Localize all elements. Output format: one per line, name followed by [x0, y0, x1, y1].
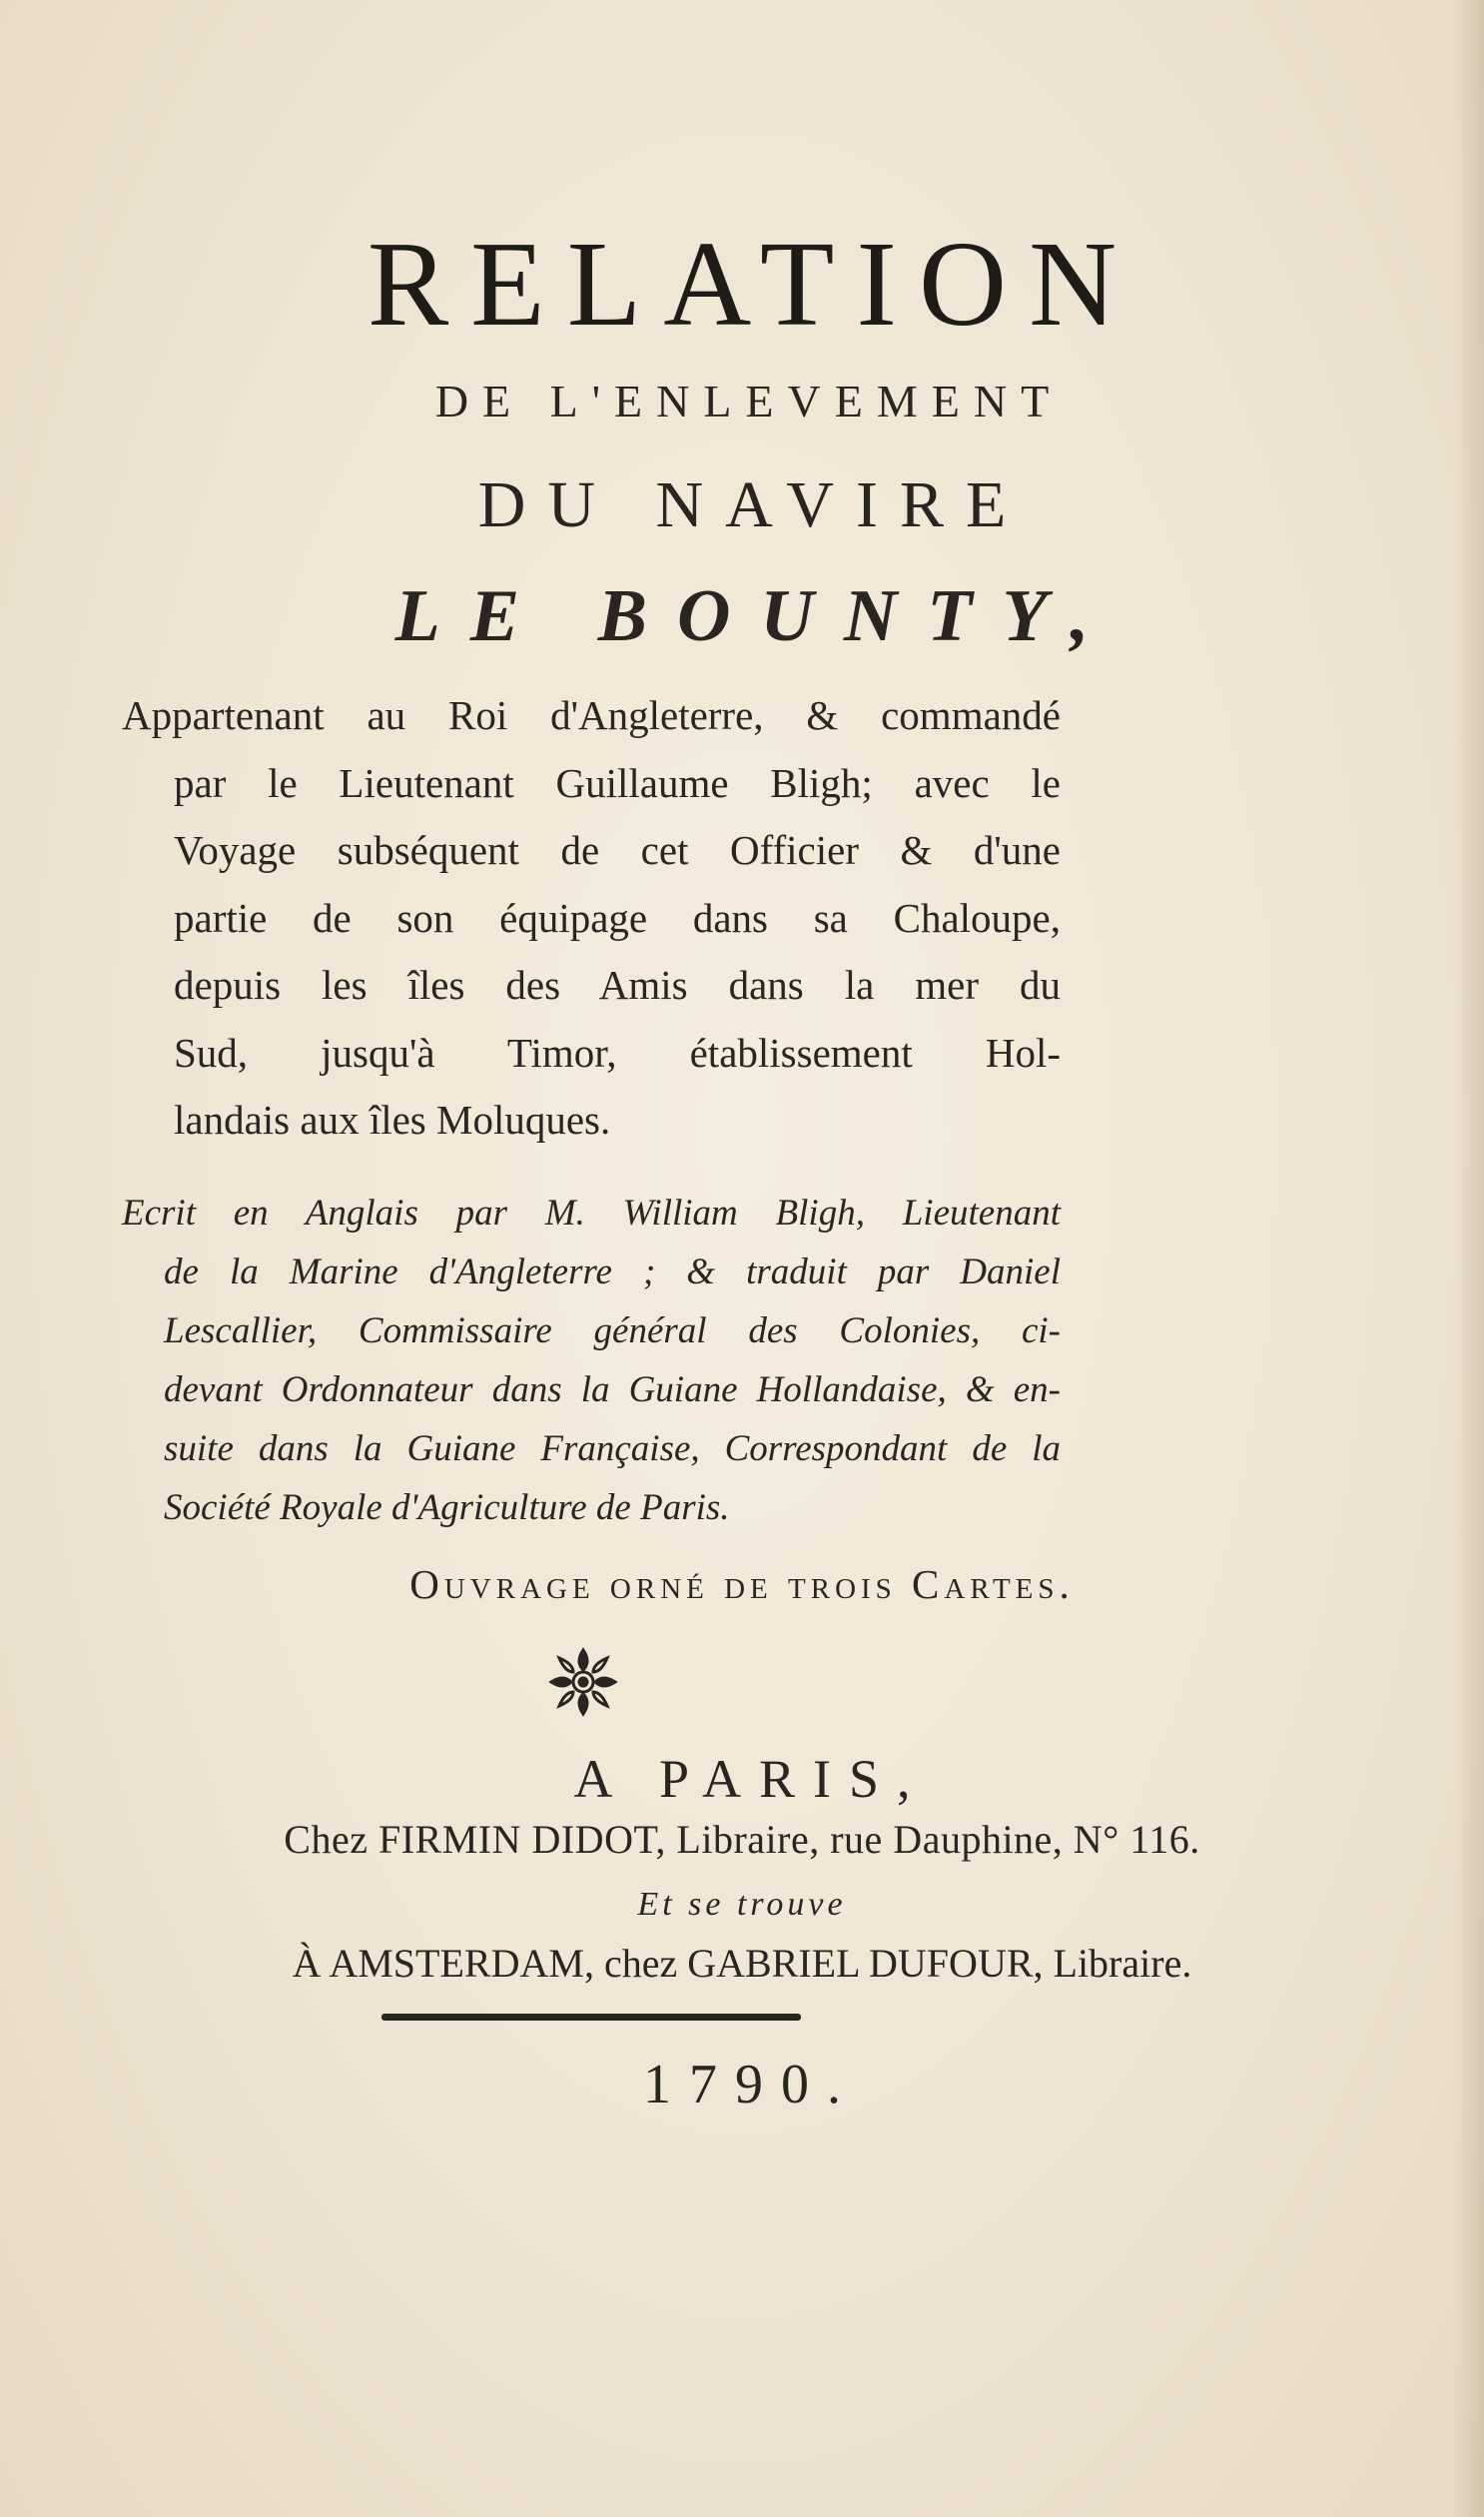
author-line: de la Marine d'Angleterre ; & traduit par Daniel: [164, 1252, 1061, 1292]
description-line: Sud, jusqu'à Timor, établissement Hol-: [174, 1029, 1061, 1076]
author-line: Lescallier, Commissaire général des Colonies, ci-: [164, 1310, 1061, 1351]
divider-rule: [381, 2014, 801, 2021]
maps-note: Ouvrage orné de trois Cartes.: [409, 1561, 1075, 1607]
description-line: depuis les îles des Amis dans la mer du: [174, 962, 1061, 1008]
author-line: Ecrit en Anglais par M. William Bligh, Lieutenant: [122, 1193, 1061, 1234]
description-line: Voyage subséquent de cet Officier & d'une: [174, 827, 1061, 873]
author-note: [122, 1184, 1061, 1537]
title-line-4: LE BOUNTY,: [394, 575, 1119, 657]
description-line: Appartenant au Roi d'Angleterre, & commandé: [122, 692, 1061, 738]
fleuron-icon: [547, 1646, 619, 1718]
description-line: par le Lieutenant Guillaume Bligh; avec le: [174, 759, 1061, 806]
author-line: Société Royale d'Agriculture de Paris.: [164, 1487, 730, 1528]
description-line: landais aux îles Moluques.: [174, 1097, 611, 1143]
title-line-3: DU NAVIRE: [477, 468, 1029, 541]
imprint-city: A PARIS,: [573, 1749, 929, 1809]
title-line-2: DE L'ENLEVEMENT: [434, 376, 1064, 426]
imprint-publisher: Chez FIRMIN DIDOT, Libraire, rue Dauphine, N° 116.: [284, 1817, 1200, 1862]
author-line: suite dans la Guiane Française, Correspondant de la: [164, 1428, 1061, 1469]
imprint-amsterdam: À AMSTERDAM, chez GABRIEL DUFOUR, Libraire.: [292, 1941, 1192, 1986]
author-line: devant Ordonnateur dans la Guiane Hollandaise, & en-: [164, 1369, 1061, 1410]
title-main: RELATION: [367, 217, 1139, 352]
imprint-also: Et se trouve: [637, 1886, 847, 1923]
description-line: partie de son équipage dans sa Chaloupe,: [174, 894, 1061, 941]
description-paragraph: [122, 682, 1061, 1155]
imprint-year: 1790.: [643, 2054, 859, 2115]
